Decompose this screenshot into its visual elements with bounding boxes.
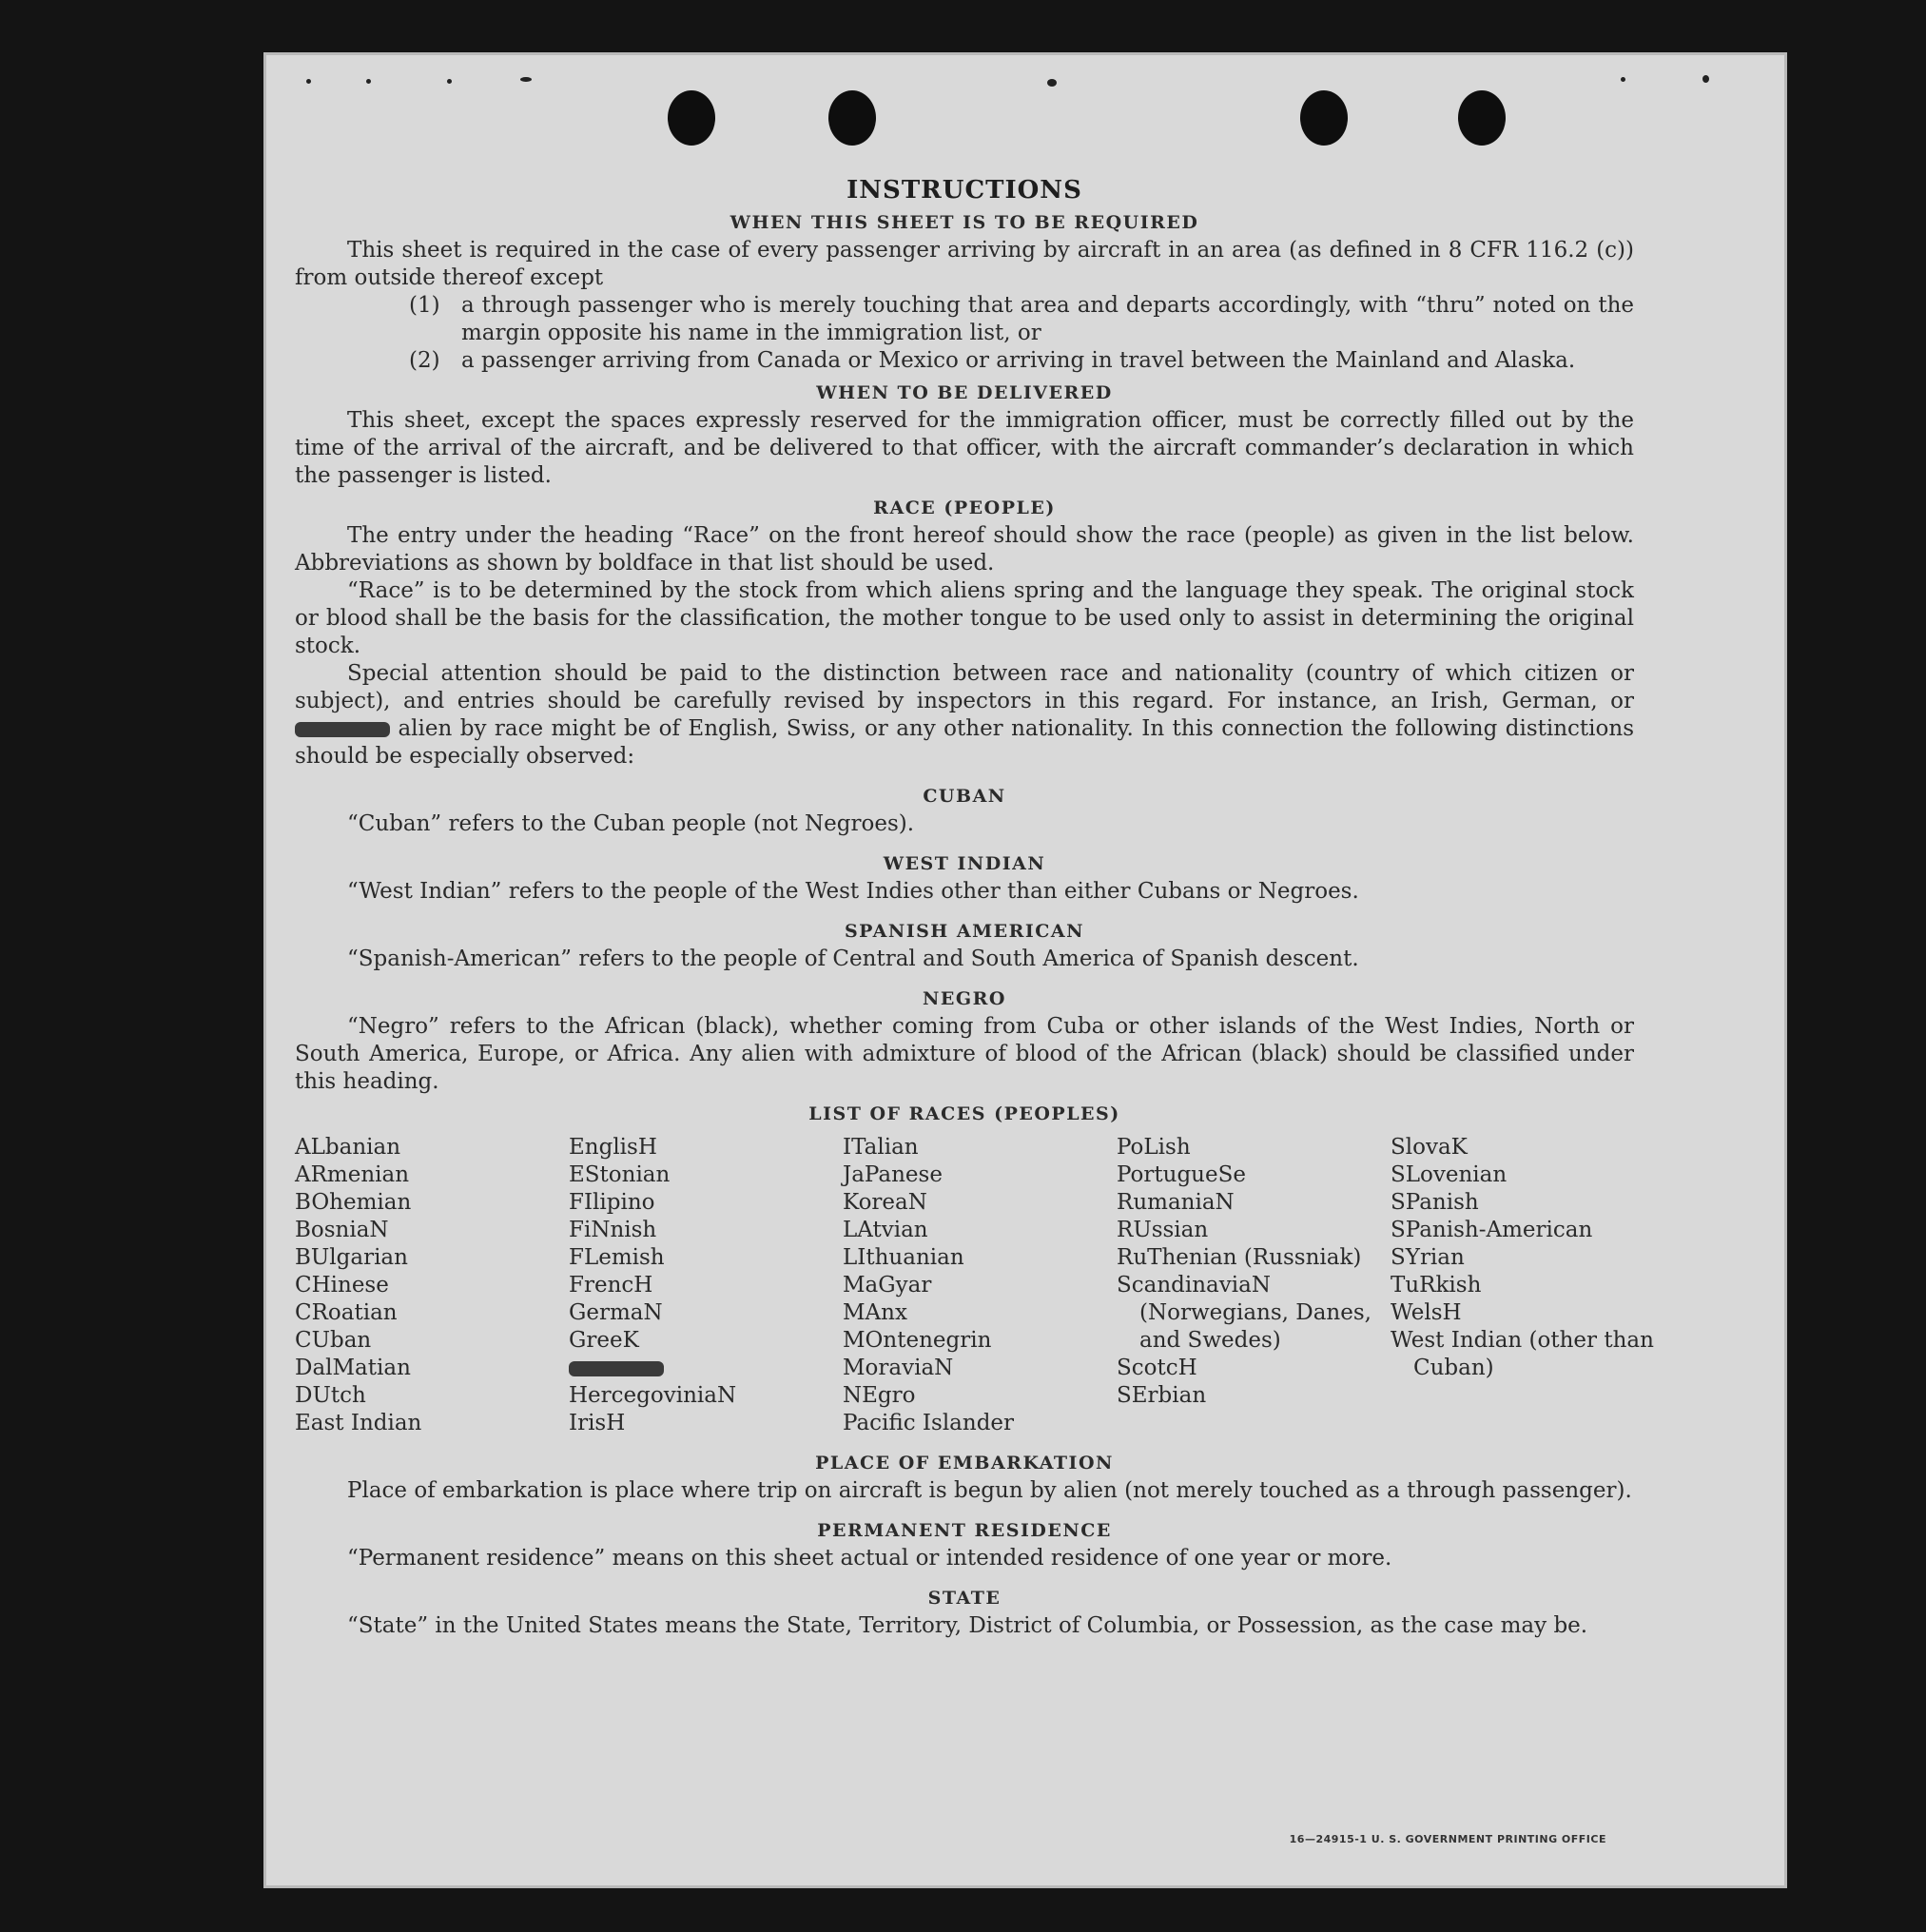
race-entry: FrencH	[569, 1273, 653, 1298]
state-text: “State” in the United States means the State, Territory, District of Columbia, or Possession, as the case may be.	[347, 1613, 1588, 1638]
race-entry: CHinese	[295, 1273, 389, 1298]
exception-text: a passenger arriving from Canada or Mexico or arriving in travel between the Mainland and Alaska.	[461, 348, 1576, 373]
race-entry: CUban	[295, 1328, 372, 1353]
exception-number: (1)	[409, 293, 440, 318]
speck	[1047, 79, 1057, 87]
race-entry: WelsH	[1391, 1300, 1462, 1325]
page-title: INSTRUCTIONS	[846, 176, 1082, 205]
race-entry: PortugueSe	[1117, 1162, 1246, 1187]
punch-hole	[668, 90, 715, 146]
heading-when-required: WHEN THIS SHEET IS TO BE REQUIRED	[730, 212, 1199, 233]
race-entry: GermaN	[569, 1300, 663, 1325]
race-entry: LIthuanian	[843, 1245, 964, 1270]
race-paragraph-2: “Race” is to be determined by the stock from which aliens spring and the language they speak. The original stock or blood shall be the basis for the classification, the mother tongue to be used only to assist in determining the original stock.	[295, 578, 1634, 658]
heading-spanish-american: SPANISH AMERICAN	[844, 921, 1085, 942]
instructions-body	[295, 176, 1654, 1640]
speck	[447, 79, 452, 84]
race-entry: RuThenian (Russniak)	[1117, 1245, 1362, 1270]
race-column	[843, 1134, 1117, 1437]
heading-when-delivered: WHEN TO BE DELIVERED	[816, 382, 1113, 403]
race-entry: ALbanian	[295, 1135, 401, 1160]
race-entry: JaPanese	[843, 1162, 943, 1187]
race-column	[569, 1134, 843, 1437]
speck	[306, 79, 311, 84]
cuban-text: “Cuban” refers to the Cuban people (not Negroes).	[347, 811, 915, 836]
race-entry: MOntenegrin	[843, 1328, 992, 1353]
race-paragraph-3b: alien by race might be of English, Swiss, or any other nationality. In this connection the following distinctions should be especially observed:	[295, 716, 1634, 769]
race-entry: East Indian	[295, 1411, 422, 1435]
race-entry: EnglisH	[569, 1135, 657, 1160]
heading-residence: PERMANENT RESIDENCE	[817, 1520, 1112, 1541]
race-entry: BUlgarian	[295, 1245, 408, 1270]
race-entry: IrisH	[569, 1411, 626, 1435]
heading-list-of-races: LIST OF RACES (PEOPLES)	[808, 1103, 1120, 1124]
race-entry: FIlipino	[569, 1190, 655, 1215]
race-entry: West Indian (other than Cuban)	[1391, 1328, 1654, 1380]
race-entry: ARmenian	[295, 1162, 410, 1187]
heading-state: STATE	[927, 1588, 1002, 1609]
race-column	[1117, 1134, 1391, 1437]
race-entry: SErbian	[1117, 1383, 1207, 1408]
speck	[520, 77, 532, 82]
heading-cuban: CUBAN	[923, 786, 1006, 807]
race-entry: MaGyar	[843, 1273, 932, 1298]
race-entry: FLemish	[569, 1245, 665, 1270]
punch-hole	[1300, 90, 1348, 146]
race-entry: BOhemian	[295, 1190, 412, 1215]
exception-text: a through passenger who is merely touching that area and departs accordingly, with “thru” noted on the margin opposite his name in the immigration list, or	[461, 293, 1634, 345]
race-entry: DalMatian	[295, 1356, 411, 1380]
race-entry: ScandinaviaN (Norwegians, Danes, and Swedes)	[1117, 1273, 1372, 1353]
speck	[1702, 75, 1709, 83]
race-entry: Pacific Islander	[843, 1411, 1015, 1435]
redaction-mark	[295, 722, 390, 737]
race-entry: MoraviaN	[843, 1356, 954, 1380]
race-column	[295, 1134, 569, 1437]
printing-office-note: 16—24915-1 U. S. GOVERNMENT PRINTING OFFICE	[1289, 1833, 1606, 1845]
when-required-intro: This sheet is required in the case of every passenger arriving by aircraft in an area (as defined in 8 CFR 116.2 (c)) from outside thereof except	[295, 238, 1634, 290]
race-entry: EStonian	[569, 1162, 671, 1187]
race-entry: LAtvian	[843, 1218, 928, 1242]
heading-race: RACE (PEOPLE)	[873, 498, 1056, 518]
race-entry: ITalian	[843, 1135, 919, 1160]
race-entry: GreeK	[569, 1328, 639, 1353]
race-entry: SLovenian	[1391, 1162, 1508, 1187]
heading-negro: NEGRO	[923, 988, 1006, 1009]
race-entry: SPanish	[1391, 1190, 1479, 1215]
heading-embarkation: PLACE OF EMBARKATION	[815, 1453, 1114, 1473]
exception-item	[409, 347, 1634, 375]
race-entry: SYrian	[1391, 1245, 1465, 1270]
punch-hole	[1458, 90, 1506, 146]
race-entry: RUssian	[1117, 1218, 1209, 1242]
west-indian-text: “West Indian” refers to the people of the West Indies other than either Cubans or Negroes.	[347, 879, 1359, 904]
redaction-mark	[569, 1361, 664, 1376]
race-entry: SPanish-American	[1391, 1218, 1593, 1242]
race-paragraph-3	[295, 660, 1634, 771]
race-entry: NEgro	[843, 1383, 916, 1408]
race-entry: FiNnish	[569, 1218, 657, 1242]
race-column	[1391, 1134, 1664, 1437]
speck	[1621, 77, 1625, 82]
race-entry-redacted	[569, 1355, 843, 1382]
race-entry: HercegoviniaN	[569, 1383, 737, 1408]
race-list	[295, 1134, 1654, 1437]
embarkation-text: Place of embarkation is place where trip on aircraft is begun by alien (not merely touched as a through passenger).	[347, 1478, 1632, 1503]
spanish-american-text: “Spanish-American” refers to the people of Central and South America of Spanish descent.	[347, 946, 1359, 971]
when-delivered-text: This sheet, except the spaces expressly reserved for the immigration officer, must be correctly filled out by the time of the arrival of the aircraft, and be delivered to that officer, with the aircraft commander’s declaration in which the passenger is listed.	[295, 408, 1634, 488]
race-entry: PoLish	[1117, 1135, 1191, 1160]
race-entry: ScotcH	[1117, 1356, 1197, 1380]
race-entry: SlovaK	[1391, 1135, 1468, 1160]
race-entry: CRoatian	[295, 1300, 398, 1325]
race-entry: BosniaN	[295, 1218, 389, 1242]
race-paragraph-1: The entry under the heading “Race” on the front hereof should show the race (people) as given in the list below. Abbreviations as shown by boldface in that list should be used.	[295, 523, 1634, 576]
race-entry: KoreaN	[843, 1190, 927, 1215]
race-entry: DUtch	[295, 1383, 366, 1408]
race-entry: RumaniaN	[1117, 1190, 1235, 1215]
exception-number: (2)	[409, 348, 440, 373]
negro-text: “Negro” refers to the African (black), whether coming from Cuba or other islands of the West Indies, North or South America, Europe, or Africa. Any alien with admixture of blood of the African (black) should be classified under this heading.	[295, 1014, 1634, 1094]
heading-west-indian: WEST INDIAN	[883, 853, 1046, 874]
speck	[366, 79, 371, 84]
exception-item	[409, 292, 1634, 347]
race-entry: TuRkish	[1391, 1273, 1482, 1298]
punch-hole	[828, 90, 876, 146]
race-entry: MAnx	[843, 1300, 907, 1325]
race-paragraph-3a: Special attention should be paid to the distinction between race and nationality (country of which citizen or subject), and entries should be carefully revised by inspectors in this regard. For instance, an Irish, German, or	[295, 661, 1634, 713]
document-page	[263, 52, 1787, 1888]
residence-text: “Permanent residence” means on this sheet actual or intended residence of one year or more.	[347, 1546, 1392, 1571]
